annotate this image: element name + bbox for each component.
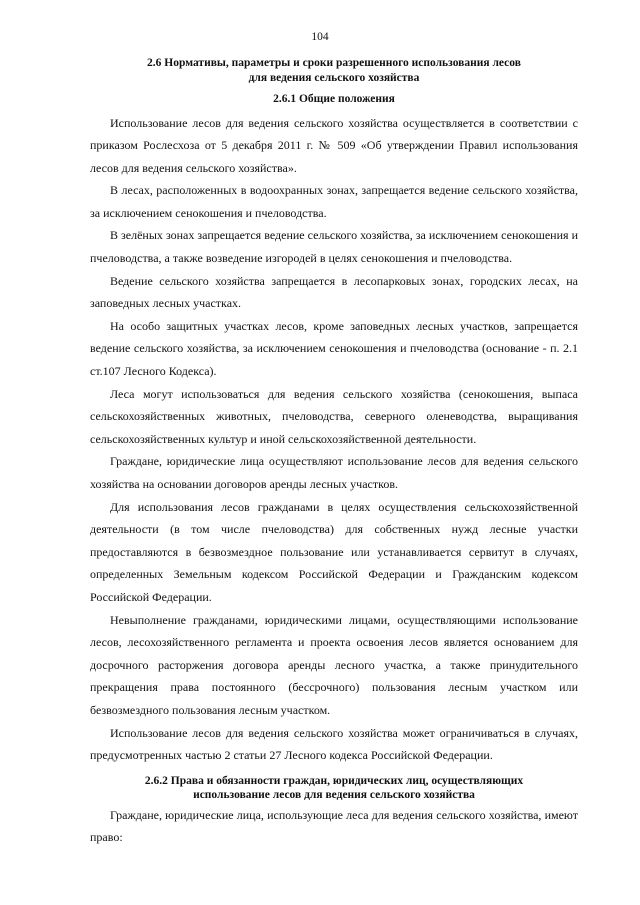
paragraph: Леса могут использоваться для ведения сельского хозяйства (сенокошения, выпаса сельскохозяйственных животных, пчеловодства, северного оленеводства, выращивания сельскохозяйственных культур и иной сельскохозяйственной деятельности.: [90, 386, 578, 446]
subsection-title-rights: [90, 774, 578, 803]
section-title-line2: для ведения сельского хозяйства: [248, 71, 420, 84]
paragraph: Невыполнение гражданами, юридическими лицами, осуществляющими использование лесов, лесохозяйственного регламента и проекта освоения лесов является основанием для досрочного расторжения договора аренды лесного участка, а также принудительного прекращения права постоянного (бессрочного) пользования лесным участком или безвозмездного пользования лесным участком.: [90, 612, 578, 717]
paragraph: В зелёных зонах запрещается ведение сельского хозяйства, за исключением сенокошения и пчеловодства, а также возведение изгородей в целях сенокошения и пчеловодства.: [90, 228, 578, 266]
section-title: [90, 56, 578, 85]
paragraph: Граждане, юридические лица осуществляют использование лесов для ведения сельского хозяйства на основании договоров аренды лесных участков.: [90, 454, 578, 491]
paragraph: Для использования лесов гражданами в целях осуществления сельскохозяйственной деятельности (в том числе пчеловодства) для собственных нужд лесные участки предоставляются в безвозмездное пользование или устанавливается сервитут в случаях, определенных Земельным кодексом Российской Федерации и Гражданским кодексом Российской Федерации.: [90, 499, 578, 604]
section-title-line1: 2.6 Нормативы, параметры и сроки разрешенного использования лесов: [147, 57, 521, 69]
paragraph: Ведение сельского хозяйства запрещается в лесопарковых зонах, городских лесах, на заповедных лесных участках.: [90, 273, 578, 311]
subsection-title-line2: использование лесов для ведения сельского хозяйства: [193, 789, 475, 802]
paragraph: Граждане, юридические лица, использующие леса для ведения сельского хозяйства, имеют право:: [90, 807, 578, 845]
paragraph: В лесах, расположенных в водоохранных зонах, запрещается ведение сельского хозяйства, за исключением сенокошения и пчеловодства.: [90, 183, 578, 220]
paragraph: Использование лесов для ведения сельского хозяйства может ограничиваться в случаях, предусмотренных частью 2 статьи 27 Лесного кодекса Российской Федерации.: [90, 725, 578, 763]
paragraph: На особо защитных участках лесов, кроме заповедных лесных участков, запрещается ведение сельского хозяйства, за исключением сенокошения и пчеловодства (основание - п. 2.1 ст.107 Лесного Кодекса).: [90, 318, 578, 379]
subsection-title-general: 2.6.1 Общие положения: [273, 93, 395, 105]
document-body: [90, 56, 578, 849]
subsection-title-line1: 2.6.2 Права и обязанности граждан, юридических лиц, осуществляющих: [144, 774, 524, 787]
paragraph: Использование лесов для ведения сельского хозяйства осуществляется в соответствии с приказом Рослесхоза от 5 декабря 2011 г. № 509 «Об утверждении Правил использования лесов для ведения сельского хозяйства».: [90, 115, 578, 175]
page-number: 104: [311, 31, 329, 43]
